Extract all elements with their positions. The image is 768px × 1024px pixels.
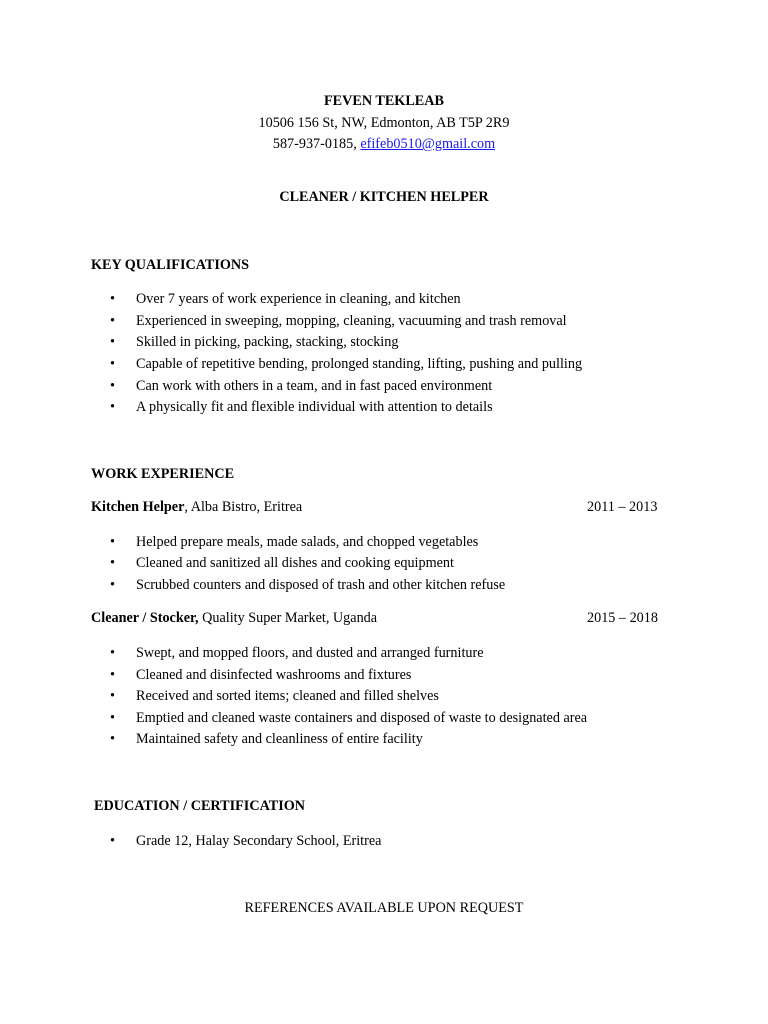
address: 10506 156 St, NW, Edmonton, AB T5P 2R9 bbox=[258, 115, 510, 131]
job-dates: 2011 – 2013 bbox=[587, 499, 658, 515]
duty-item: Cleaned and sanitized all dishes and cooking equipment bbox=[136, 555, 454, 571]
bullet-glyph: • bbox=[110, 378, 115, 394]
bullet-glyph: • bbox=[110, 731, 115, 747]
bullet-glyph: • bbox=[110, 645, 115, 661]
duty-item: Received and sorted items; cleaned and filled shelves bbox=[136, 688, 439, 704]
references-note: REFERENCES AVAILABLE UPON REQUEST bbox=[244, 900, 524, 916]
job-title: Cleaner / Stocker, bbox=[91, 610, 199, 626]
job-employer: , Alba Bistro, Eritrea bbox=[184, 499, 303, 515]
bullet-glyph: • bbox=[110, 833, 115, 849]
bullet-glyph: • bbox=[110, 291, 115, 307]
bullet-glyph: • bbox=[110, 710, 115, 726]
qualification-item: Experienced in sweeping, mopping, cleaning, vacuuming and trash removal bbox=[136, 313, 567, 329]
qualification-item: Over 7 years of work experience in cleaning, and kitchen bbox=[136, 291, 461, 307]
job-employer: Quality Super Market, Uganda bbox=[198, 610, 378, 626]
bullet-glyph: • bbox=[110, 688, 115, 704]
qualification-item: Can work with others in a team, and in fast paced environment bbox=[136, 378, 493, 394]
section-heading-qualifications: KEY QUALIFICATIONS bbox=[91, 257, 250, 273]
job-title: Kitchen Helper bbox=[91, 499, 185, 515]
section-heading-education: EDUCATION / CERTIFICATION bbox=[94, 798, 306, 814]
qualification-item: Capable of repetitive bending, prolonged standing, lifting, pushing and pulling bbox=[136, 356, 583, 372]
job-dates: 2015 – 2018 bbox=[587, 610, 658, 626]
email-link[interactable]: efifeb0510@gmail.com bbox=[360, 136, 496, 152]
qualification-item: A physically fit and flexible individual with attention to details bbox=[136, 399, 493, 415]
duty-item: Scrubbed counters and disposed of trash and other kitchen refuse bbox=[136, 577, 506, 593]
job-header bbox=[91, 609, 377, 627]
bullet-glyph: • bbox=[110, 356, 115, 372]
duty-item: Emptied and cleaned waste containers and disposed of waste to designated area bbox=[136, 710, 588, 726]
bullet-glyph: • bbox=[110, 555, 115, 571]
bullet-glyph: • bbox=[110, 334, 115, 350]
duty-item: Maintained safety and cleanliness of entire facility bbox=[136, 731, 423, 747]
bullet-glyph: • bbox=[110, 667, 115, 683]
bullet-glyph: • bbox=[110, 577, 115, 593]
duty-item: Cleaned and disinfected washrooms and fixtures bbox=[136, 667, 412, 683]
phone: 587-937-0185, bbox=[272, 136, 357, 152]
bullet-glyph: • bbox=[110, 399, 115, 415]
job-header bbox=[91, 498, 302, 516]
education-item: Grade 12, Halay Secondary School, Eritrea bbox=[136, 833, 382, 849]
section-heading-experience: WORK EXPERIENCE bbox=[91, 466, 235, 482]
contact-line bbox=[0, 135, 768, 153]
duty-item: Helped prepare meals, made salads, and chopped vegetables bbox=[136, 534, 479, 550]
duty-item: Swept, and mopped floors, and dusted and arranged furniture bbox=[136, 645, 484, 661]
objective-title: CLEANER / KITCHEN HELPER bbox=[279, 189, 489, 205]
candidate-name: FEVEN TEKLEAB bbox=[324, 93, 444, 109]
bullet-glyph: • bbox=[110, 534, 115, 550]
qualification-item: Skilled in picking, packing, stacking, stocking bbox=[136, 334, 399, 350]
bullet-glyph: • bbox=[110, 313, 115, 329]
